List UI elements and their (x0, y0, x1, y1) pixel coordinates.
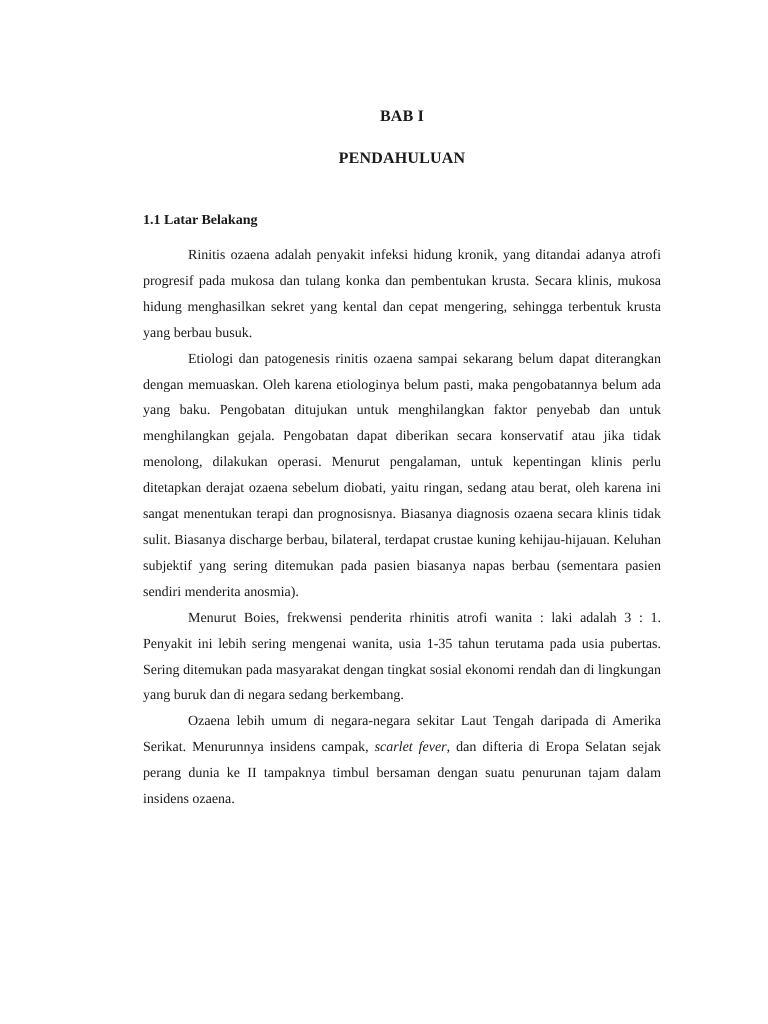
paragraph-4-italic-term: scarlet fever (374, 740, 447, 756)
body-text (143, 243, 661, 813)
paragraph-2: Etiologi dan patogenesis rinitis ozaena sampai sekarang belum dapat diterangkan dengan memuaskan. Oleh karena etiologinya belum pasti, maka pengobatannya belum ada yang baku. Pengobatan ditujukan untuk menghilangkan faktor penyebab dan untuk menghilangkan gejala. Pengobatan dapat diberikan secara konservatif atau jika tidak menolong, dilakukan operasi. Menurut pengalaman, untuk kepentingan klinis perlu ditetapkan derajat ozaena sebelum diobati, yaitu ringan, sedang atau berat, oleh karena ini sangat menentukan terapi dan prognosisnya. Biasanya diagnosis ozaena secara klinis tidak sulit. Biasanya discharge berbau, bilateral, terdapat crustae kuning kehijau-hijauan. Keluhan subjektif yang sering ditemukan pada pasien biasanya napas berbau (sementara pasien sendiri menderita anosmia). (143, 351, 661, 600)
paragraph-3: Menurut Boies, frekwensi penderita rhinitis atrofi wanita : laki adalah 3 : 1. Penyakit ini lebih sering mengenai wanita, usia 1-35 tahun terutama pada usia pubertas. Sering ditemukan pada masyarakat dengan tingkat sosial ekonomi rendah dan di lingkungan yang buruk dan di negara sedang berkembang. (143, 610, 661, 704)
paragraph-4-text-start: Ozaena lebih umum di negara-negara sekitar Laut Tengah daripada di Amerika Serikat. Menurunnya insidens campak, (143, 714, 661, 756)
chapter-number: BAB I (379, 108, 425, 125)
chapter-title: PENDAHULUAN (338, 150, 466, 167)
paragraph-4-text-end: , dan difteria di Eropa Selatan sejak perang dunia ke II tampaknya timbul bersaman dengan suatu penurunan tajam dalam insidens ozaena. (143, 740, 661, 808)
paragraph-1: Rinitis ozaena adalah penyakit infeksi hidung kronik, yang ditandai adanya atrofi progresif pada mukosa dan tulang konka dan pembentukan krusta. Secara klinis, mukosa hidung menghasilkan sekret yang kental dan cepat mengering, sehingga terbentuk krusta yang berbau busuk. (143, 248, 661, 341)
paragraph-4 (143, 709, 661, 813)
section-heading: 1.1 Latar Belakang (143, 213, 258, 228)
